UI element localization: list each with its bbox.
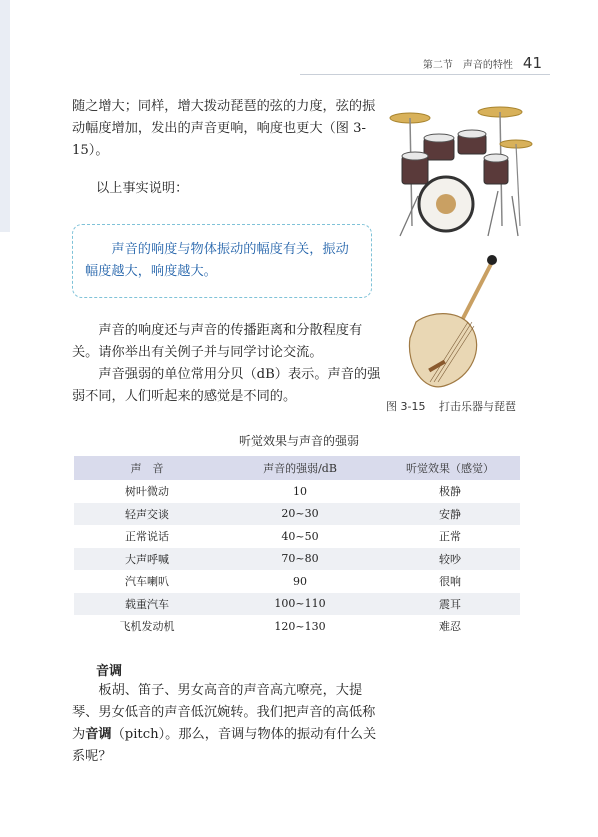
table-row (74, 480, 520, 503)
table-header-db: 声音的强弱/dB (220, 456, 380, 480)
figure-caption-text: 打击乐器与琵琶 (438, 400, 516, 413)
pipa-illustration (409, 255, 497, 387)
figure-number: 图 3-15 (386, 400, 426, 413)
table-cell-sound: 正常说话 (125, 530, 169, 544)
pitch-term: 音调 (85, 727, 112, 742)
table-cell-effect: 很响 (439, 575, 461, 589)
table-row (74, 593, 520, 616)
table-cell-db: 10 (293, 484, 307, 498)
section-heading-pitch: 音调 (96, 664, 123, 679)
table-cell-effect: 安静 (380, 503, 520, 526)
section-title: 第二节 声音的特性 (422, 60, 513, 71)
table-cell-db: 90 (293, 574, 307, 588)
figure-caption (386, 398, 516, 414)
table-cell-effect: 难忍 (439, 620, 461, 634)
table-cell-sound: 大声呼喊 (74, 548, 220, 571)
header-rule (300, 74, 550, 75)
paragraph-pitch (72, 680, 384, 768)
table-cell-effect: 较吵 (380, 548, 520, 571)
paragraph-conclusion-intro: 以上事实说明： (96, 181, 189, 196)
loudness-table (74, 456, 520, 638)
table-cell-db: 120~130 (274, 619, 326, 633)
table-cell-effect: 极静 (439, 485, 461, 499)
table-cell-db: 100~110 (220, 593, 380, 616)
table-cell-db: 20~30 (220, 503, 380, 526)
page-number: 41 (522, 54, 542, 72)
table-cell-db: 40~50 (281, 529, 319, 543)
pitch-text-after: （pitch）。那么，音调与物体的振动有什么关系呢？ (72, 727, 377, 764)
table-row (74, 615, 520, 638)
table-title: 听觉效果与声音的强弱 (238, 434, 359, 448)
table-header-sound: 声 音 (74, 456, 220, 480)
table-header-effect: 听觉效果（感觉） (380, 456, 520, 480)
page-edge-tab (0, 0, 10, 232)
table-row (74, 548, 520, 571)
figure-drum-and-pipa (388, 96, 538, 406)
conclusion-text: 声音的响度与物体振动的幅度有关，振动幅度越大，响度越大。 (85, 242, 349, 279)
page-header (423, 54, 542, 72)
table-cell-db: 70~80 (220, 548, 380, 571)
conclusion-box (72, 224, 372, 298)
table-cell-sound: 轻声交谈 (74, 503, 220, 526)
table-row (74, 570, 520, 593)
table-cell-sound: 树叶微动 (125, 485, 169, 499)
table-row (74, 503, 520, 526)
drum-kit-illustration (390, 107, 532, 236)
table-cell-effect: 震耳 (380, 593, 520, 616)
paragraph-distance: 声音的响度还与声音的传播距离和分散程度有关。请你举出有关例子并与同学讨论交流。 (72, 323, 363, 360)
table-row (74, 525, 520, 548)
table-cell-sound: 汽车喇叭 (125, 575, 169, 589)
table-cell-effect: 正常 (439, 530, 461, 544)
paragraph-decibel: 声音强弱的单位常用分贝（dB）表示。声音的强弱不同，人们听起来的感觉是不同的。 (72, 367, 381, 404)
table-header-row (74, 456, 520, 480)
pitch-text-before: 板胡、笛子、男女高音的声音高亢嘹亮，大提琴、男女低音的声音低沉婉转。我们把声音的高低称为 (72, 683, 376, 742)
table-cell-sound: 载重汽车 (74, 593, 220, 616)
table-cell-sound: 飞机发动机 (119, 620, 175, 634)
paragraph-loudness-pipa: 随之增大；同样，增大拨动琵琶的弦的力度，弦的振动幅度增加，发出的声音更响，响度也更大（图 3-15）。 (72, 99, 376, 158)
